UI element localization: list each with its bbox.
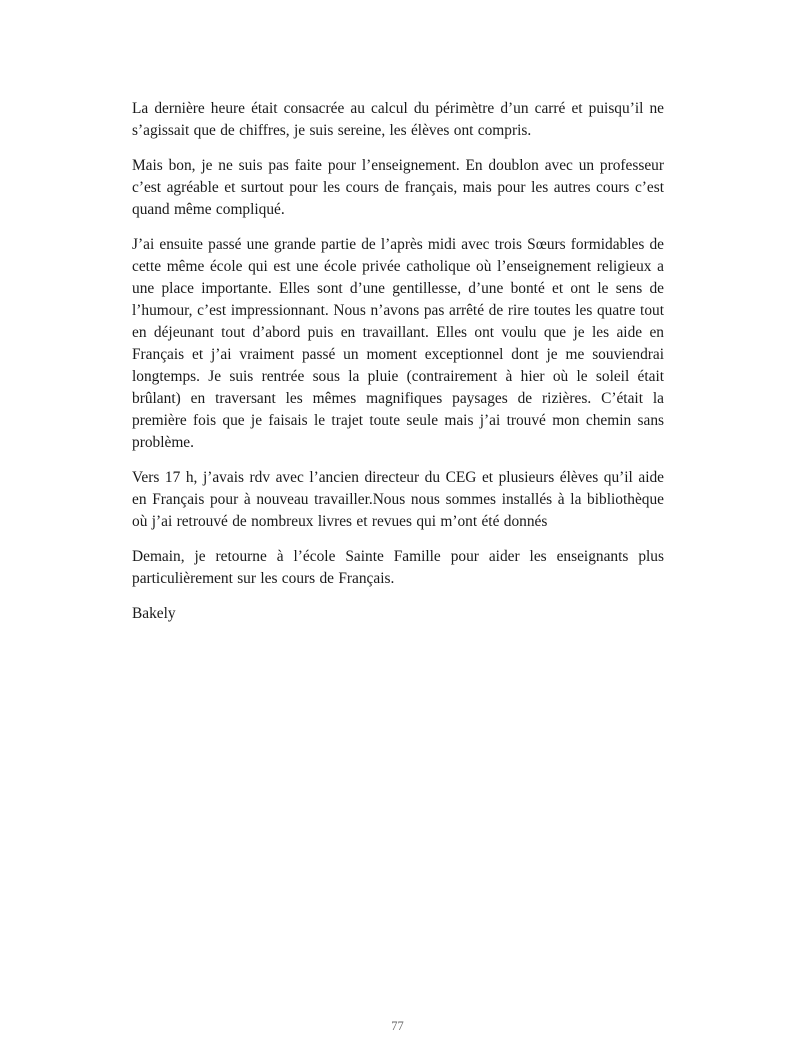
paragraph-tomorrow-plans: Demain, je retourne à l’école Sainte Famille pour aider les enseignants plus particulièrement sur les cours de Français. (132, 548, 664, 587)
body-text (132, 98, 664, 625)
paragraph-perimeter-lesson: La dernière heure était consacrée au calcul du périmètre d’un carré et puisqu’il ne s’agissait que de chiffres, je suis sereine, les élèves ont compris. (132, 100, 664, 139)
paragraph-ceg-meeting: Vers 17 h, j’avais rdv avec l’ancien directeur du CEG et plusieurs élèves qu’il aide en Français pour à nouveau travailler.Nous nous sommes installés à la bibliothèque où j’ai retrouvé de nombreux livres et revues qui m’ont été donnés (132, 469, 664, 530)
page-number: 77 (391, 1019, 404, 1033)
signature: Bakely (132, 605, 176, 622)
paragraph-afternoon-with-sisters: J’ai ensuite passé une grande partie de l’après midi avec trois Sœurs formidables de cette même école qui est une école privée catholique où l’enseignement religieux a une place importante. Elles sont d’une gentillesse, d’une bonté et ont le sens de l’humour, c’est impressionnant. Nous n’avons pas arrêté de rire toutes les quatre tout en déjeunant tout d’abord puis en travaillant. Elles ont voulu que je les aide en Français et j’ai vraiment passé un moment exceptionnel dont je me souviendrai longtemps. Je suis rentrée sous la pluie (contrairement à hier où le soleil était brûlant) en traversant les mêmes magnifiques paysages de rizières. C’était la première fois que je faisais le trajet toute seule mais j’ai trouvé mon chemin sans problème. (132, 236, 664, 451)
paragraph-teaching-reflection: Mais bon, je ne suis pas faite pour l’enseignement. En doublon avec un professeur c’est agréable et surtout pour les cours de français, mais pour les autres cours c’est quand même compliqué. (132, 157, 664, 218)
